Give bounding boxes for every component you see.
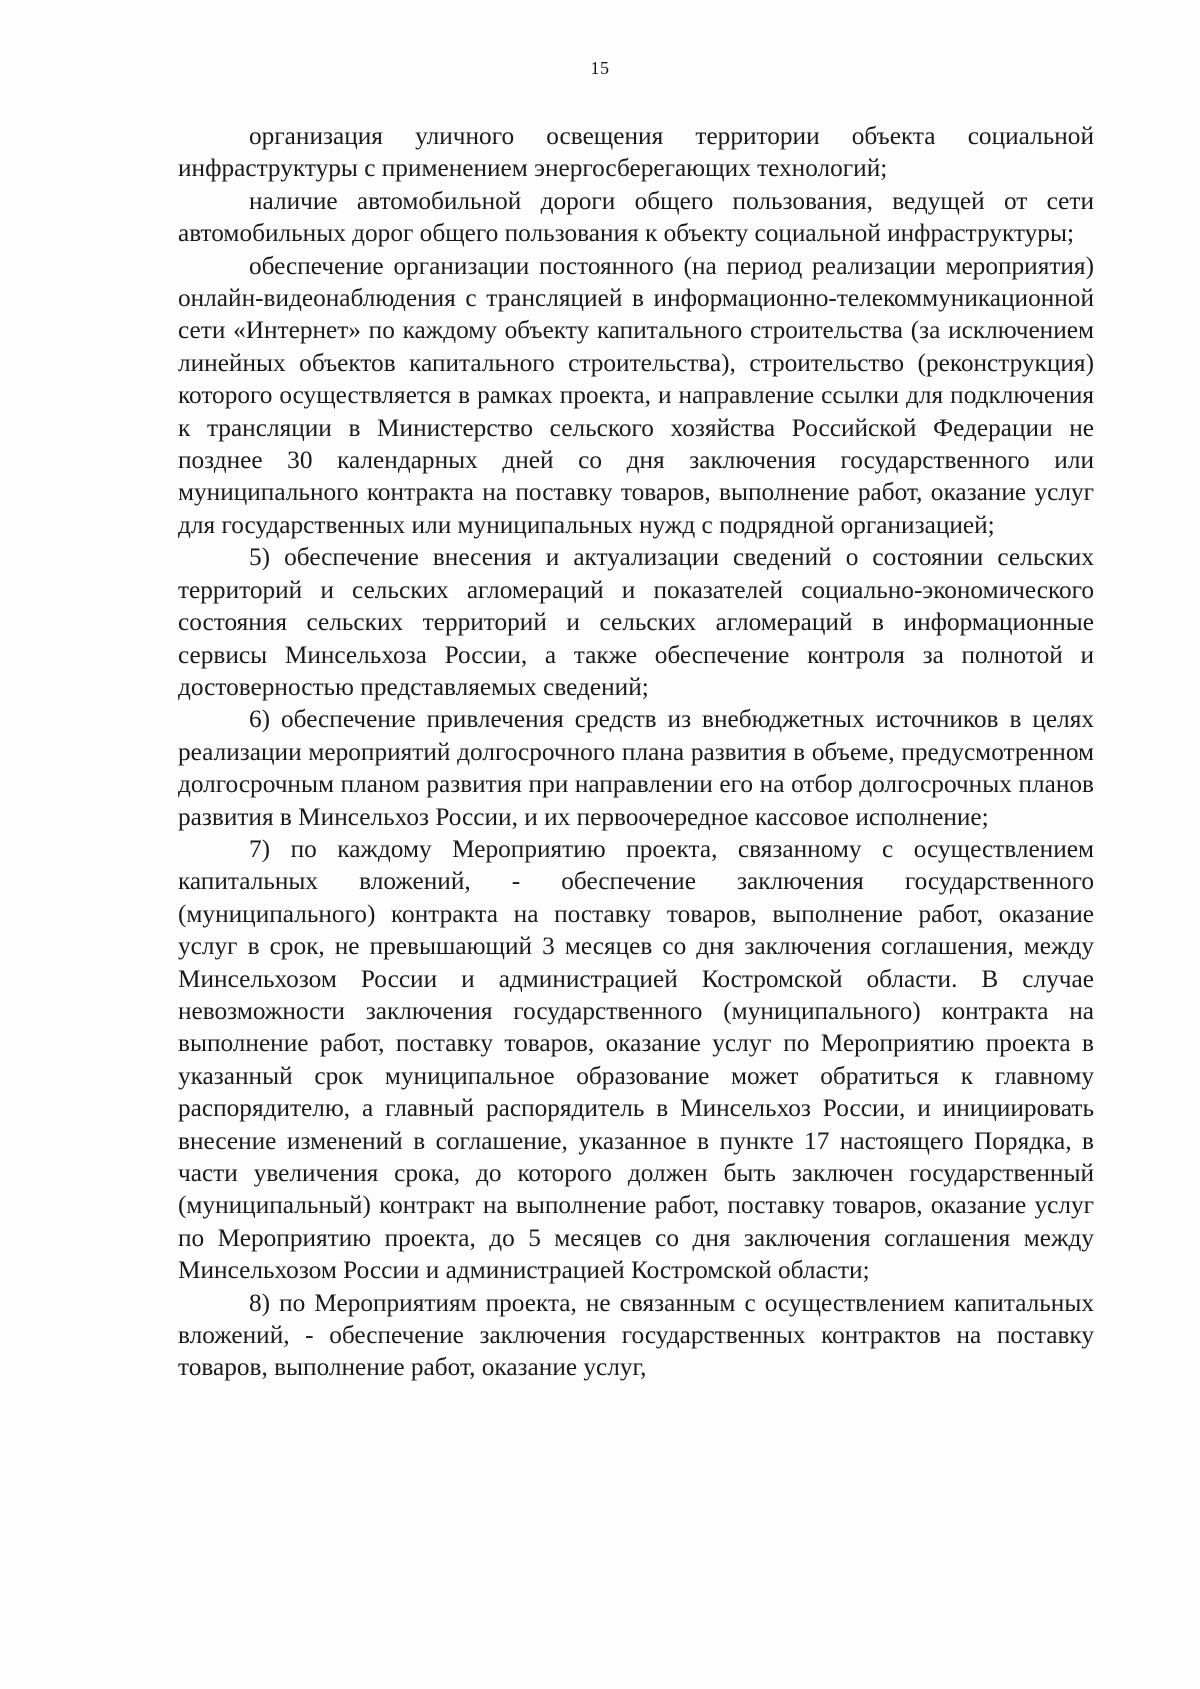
document-body: [178, 120, 1094, 1384]
paragraph-road-access: наличие автомобильной дороги общего пользования, ведущей от сети автомобильных дорог общего пользования к объекту социальной инфраструктуры;: [178, 186, 1094, 248]
page-number: 15: [590, 58, 610, 78]
paragraph-item-8: 8) по Мероприятиям проекта, не связанным с осуществлением капитальных вложений, - обеспечение заключения государственных контрактов на поставку товаров, выполнение работ, оказание услуг,: [178, 1288, 1094, 1382]
paragraph-street-lighting: организация уличного освещения территории объекта социальной инфраструктуры с применением энергосберегающих технологий;: [178, 122, 1094, 183]
paragraph-item-6: 6) обеспечение привлечения средств из внебюджетных источников в целях реализации мероприятий долгосрочного плана развития в объеме, предусмотренном долгосрочным планом развития при направлении его на отбор долгосрочных планов развития в Минсельхоз России, и их первоочередное кассовое исполнение;: [178, 705, 1094, 831]
paragraph-item-7: 7) по каждому Мероприятию проекта, связанному с осуществлением капитальных вложений, - обеспечение заключения государственного (муниципального) контракта на поставку товаров, выполнение работ, оказание услуг в срок, не превышающий 3 месяцев со дня заключения соглашения, между Минсельхозом России и администрацией Костромской области. В случае невозможности заключения государственного (муниципального) контракта на выполнение работ, поставку товаров, оказание услуг по Мероприятию проекта в указанный срок муниципальное образование может обратиться к главному распорядителю, а главный распорядитель в Минсельхоз России, и инициировать внесение изменений в соглашение, указанное в пункте 17 настоящего Порядка, в части увеличения срока, до которого должен быть заключен государственный (муниципальный) контракт на выполнение работ, поставку товаров, оказание услуг по Мероприятию проекта, до 5 месяцев со дня заключения соглашения между Минсельхозом России и администрацией Костромской области;: [178, 834, 1094, 1285]
paragraph-video-surveillance: обеспечение организации постоянного (на период реализации мероприятия) онлайн-видеонаблюдения с трансляцией в информационно-телекоммуникационной сети «Интернет» по каждому объекту капитального строительства (за исключением линейных объектов капитального строительства), строительство (реконструкция) которого осуществляется в рамках проекта, и направление ссылки для подключения к трансляции в Министерство сельского хозяйства Российской Федерации не позднее 30 календарных дней со дня заключения государственного или муниципального контракта на поставку товаров, выполнение работ, оказание услуг для государственных или муниципальных нужд с подрядной организацией;: [178, 251, 1094, 539]
paragraph-item-5: 5) обеспечение внесения и актуализации сведений о состоянии сельских территорий и сельских агломераций и показателей социально-экономического состояния сельских территорий и сельских агломераций в информационные сервисы Минсельхоза России, а также обеспечение контроля за полнотой и достоверностью представляемых сведений;: [178, 543, 1094, 701]
